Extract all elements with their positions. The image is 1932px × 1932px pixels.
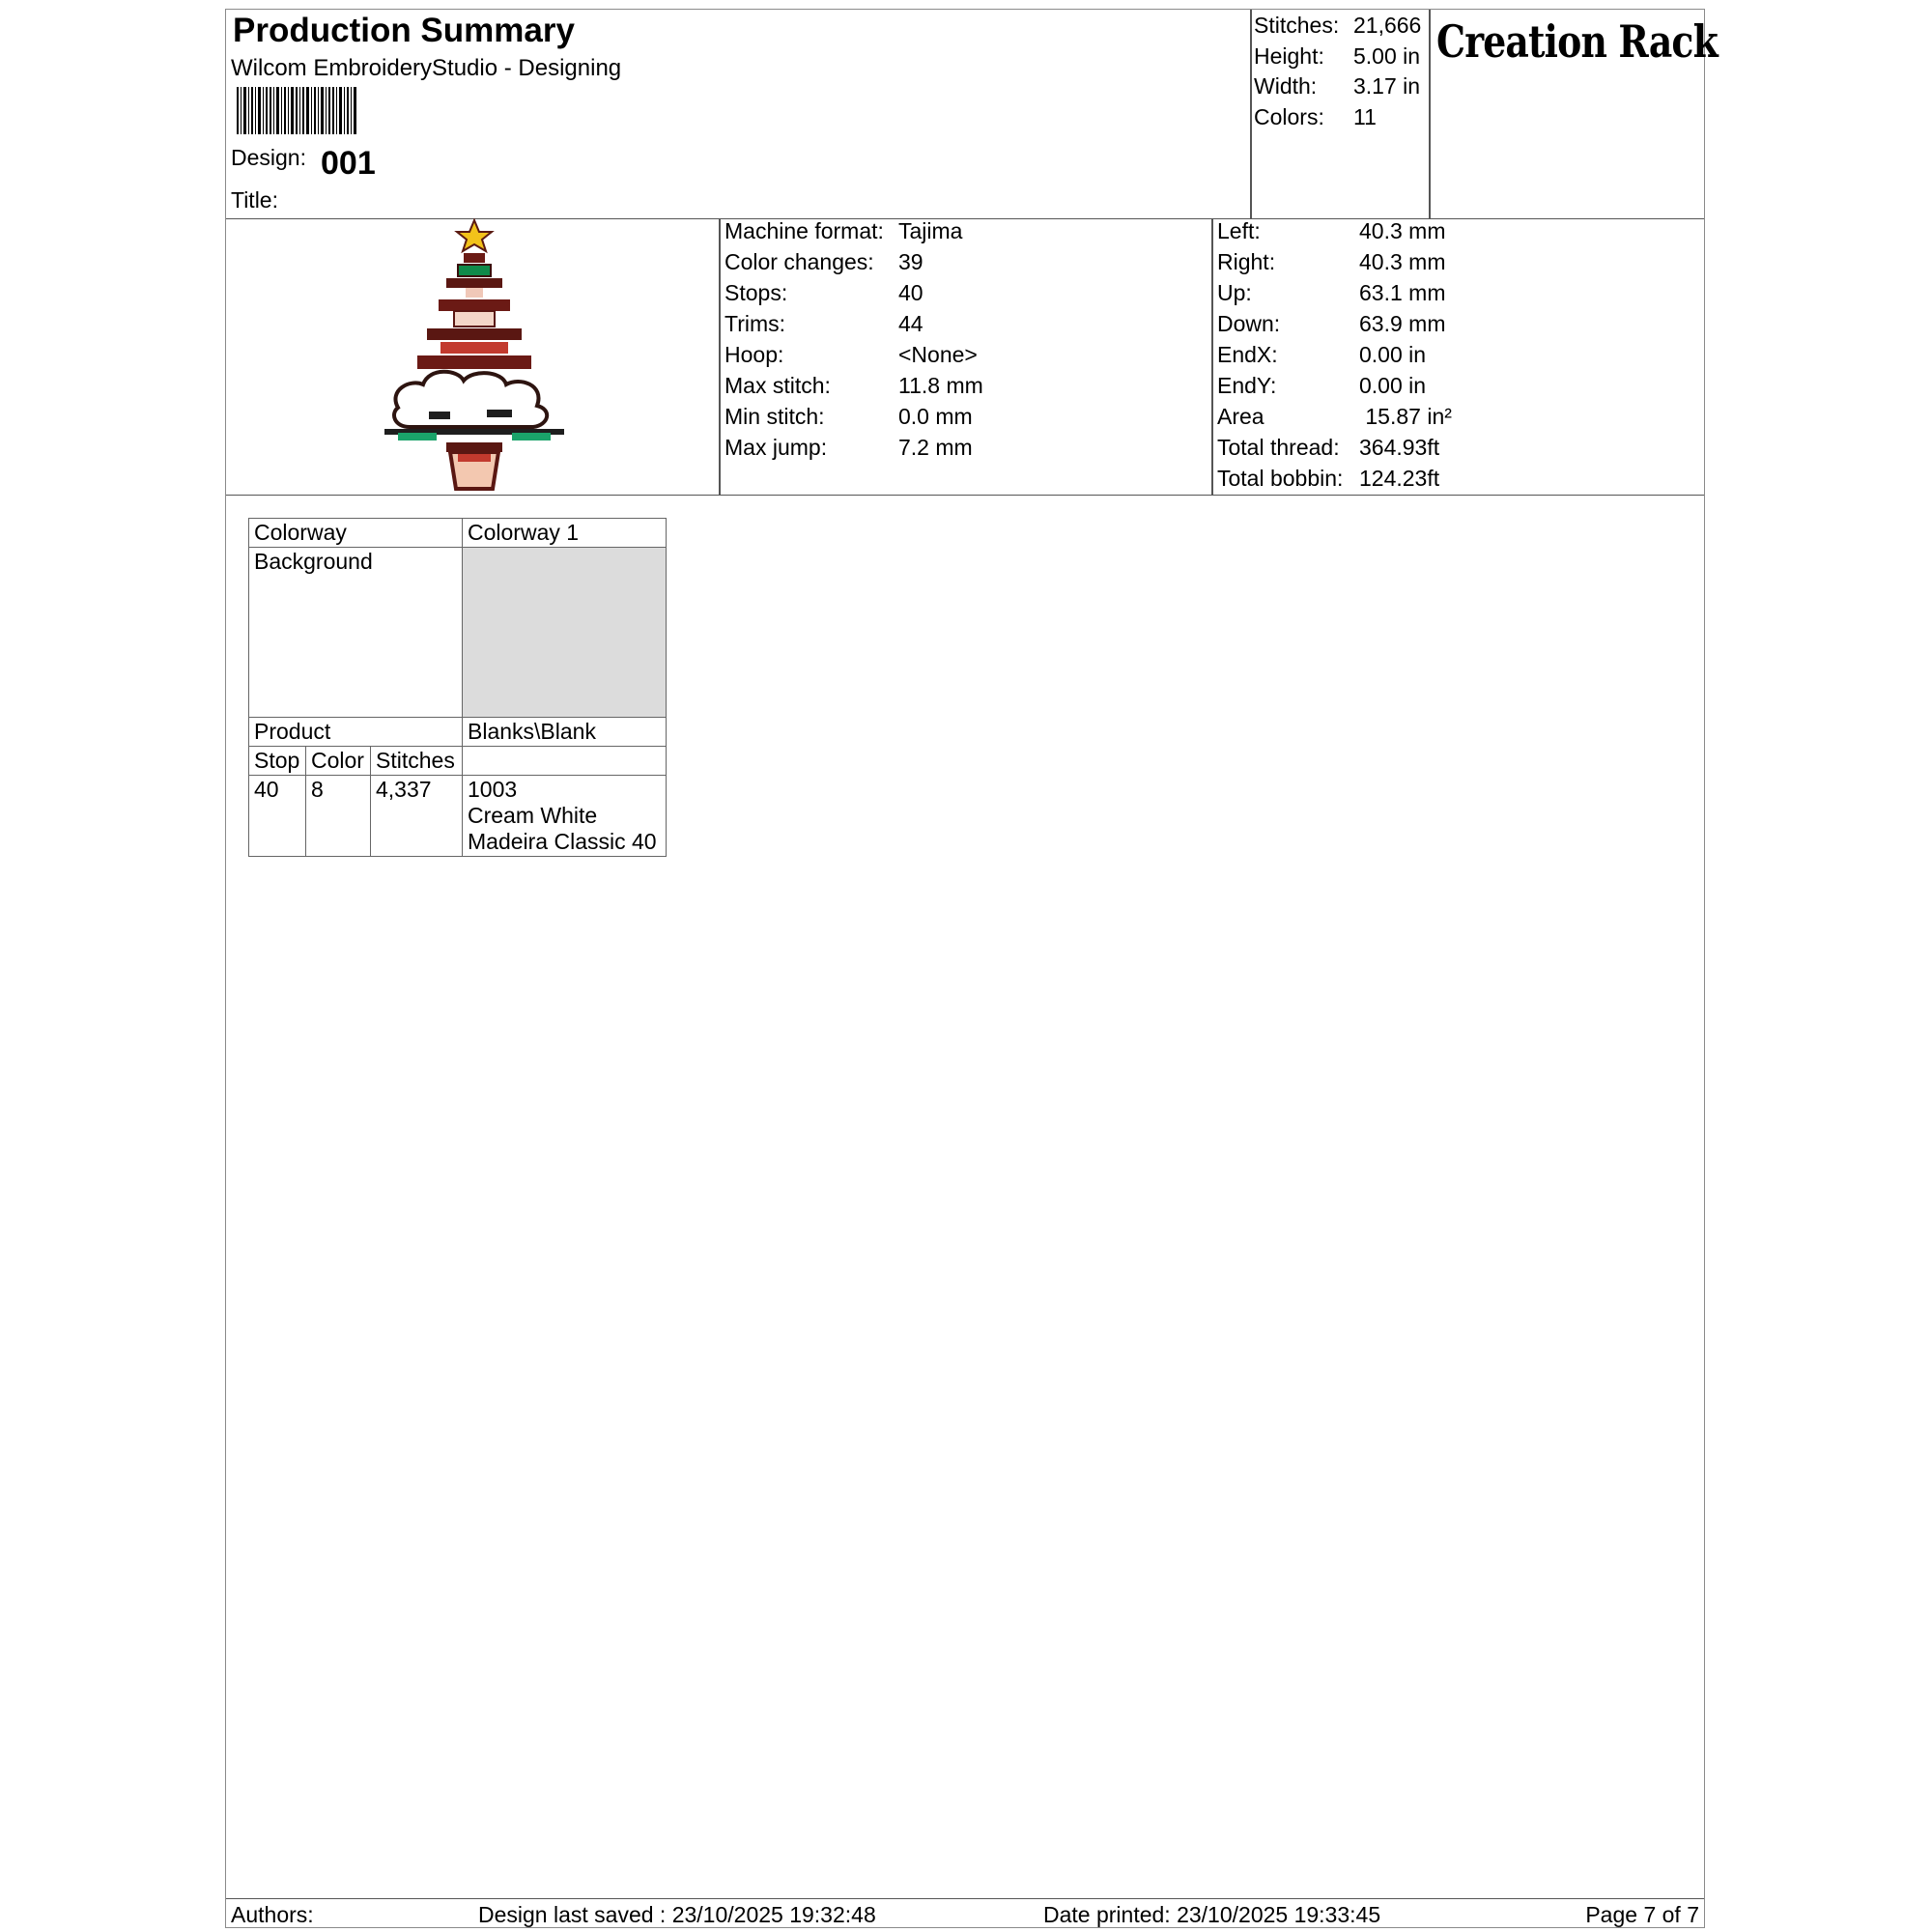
column-header-color: Color [306,747,371,776]
divider [719,218,721,495]
background-label: Background [249,548,463,718]
colorway-value: Colorway 1 [463,519,667,548]
page-title: Production Summary [233,12,575,49]
barcode-icon [237,87,357,134]
background-swatch [463,548,667,718]
cell-thread [463,776,667,857]
page-number: Page 7 of 7 [1585,1902,1699,1927]
divider [1211,218,1213,495]
table-row [249,776,667,857]
divider [1429,10,1431,218]
info-section: Machine format: Tajima Color changes: 39 Stops: 40 Trims: 44 Hoop: <None> Max stitch: 11.8 mm Min stitch: 0.0 mm Max jump: 7.2 mm Left: 40.3 mm Right: 40.3 mm Up: 63.1 mm Down: 63.9 mm EndX: 0.00 in EndY: 0.00 in Area 15.87 in² Total thread: 364.93ft Total bobbin: 124.23ft [226,218,1704,496]
authors-label: Authors: [231,1902,314,1927]
thread-code: 1003 [468,777,518,802]
thread-brand: Madeira Classic 40 [468,829,657,854]
design-number: 001 [321,145,376,182]
design-label: Design: [231,145,306,170]
divider [1250,10,1252,218]
footer [226,1898,1704,1928]
colorway-label: Colorway [249,519,463,548]
column-header-thread [463,747,667,776]
date-printed: Date printed: 23/10/2025 19:33:45 [1043,1902,1381,1927]
christmas-tree-icon [226,218,719,495]
column-header-stop: Stop [249,747,306,776]
software-name: Wilcom EmbroideryStudio - Designing [231,55,622,81]
table-row [249,548,667,718]
brand-logo: Creation Rack [1436,15,1718,68]
title-label: Title: [231,187,278,213]
colorway-table [248,518,667,857]
product-label: Product [249,718,463,747]
thread-name: Cream White [468,803,598,828]
product-value: Blanks\Blank [463,718,667,747]
last-saved: Design last saved : 23/10/2025 19:32:48 [478,1902,876,1927]
cell-color: 8 [306,776,371,857]
table-row [249,718,667,747]
column-header-stitches: Stitches [371,747,463,776]
cell-stop: 40 [249,776,306,857]
header-section: Production Summary Wilcom EmbroideryStudio - Designing Design: 001 Title: Stitches: 21,666 Height: 5.00 in Width: 3.17 in Colors: 11 Creation Rack [226,10,1704,219]
cell-stitches: 4,337 [371,776,463,857]
table-row [249,519,667,548]
production-summary-page [225,9,1718,1928]
table-header-row [249,747,667,776]
